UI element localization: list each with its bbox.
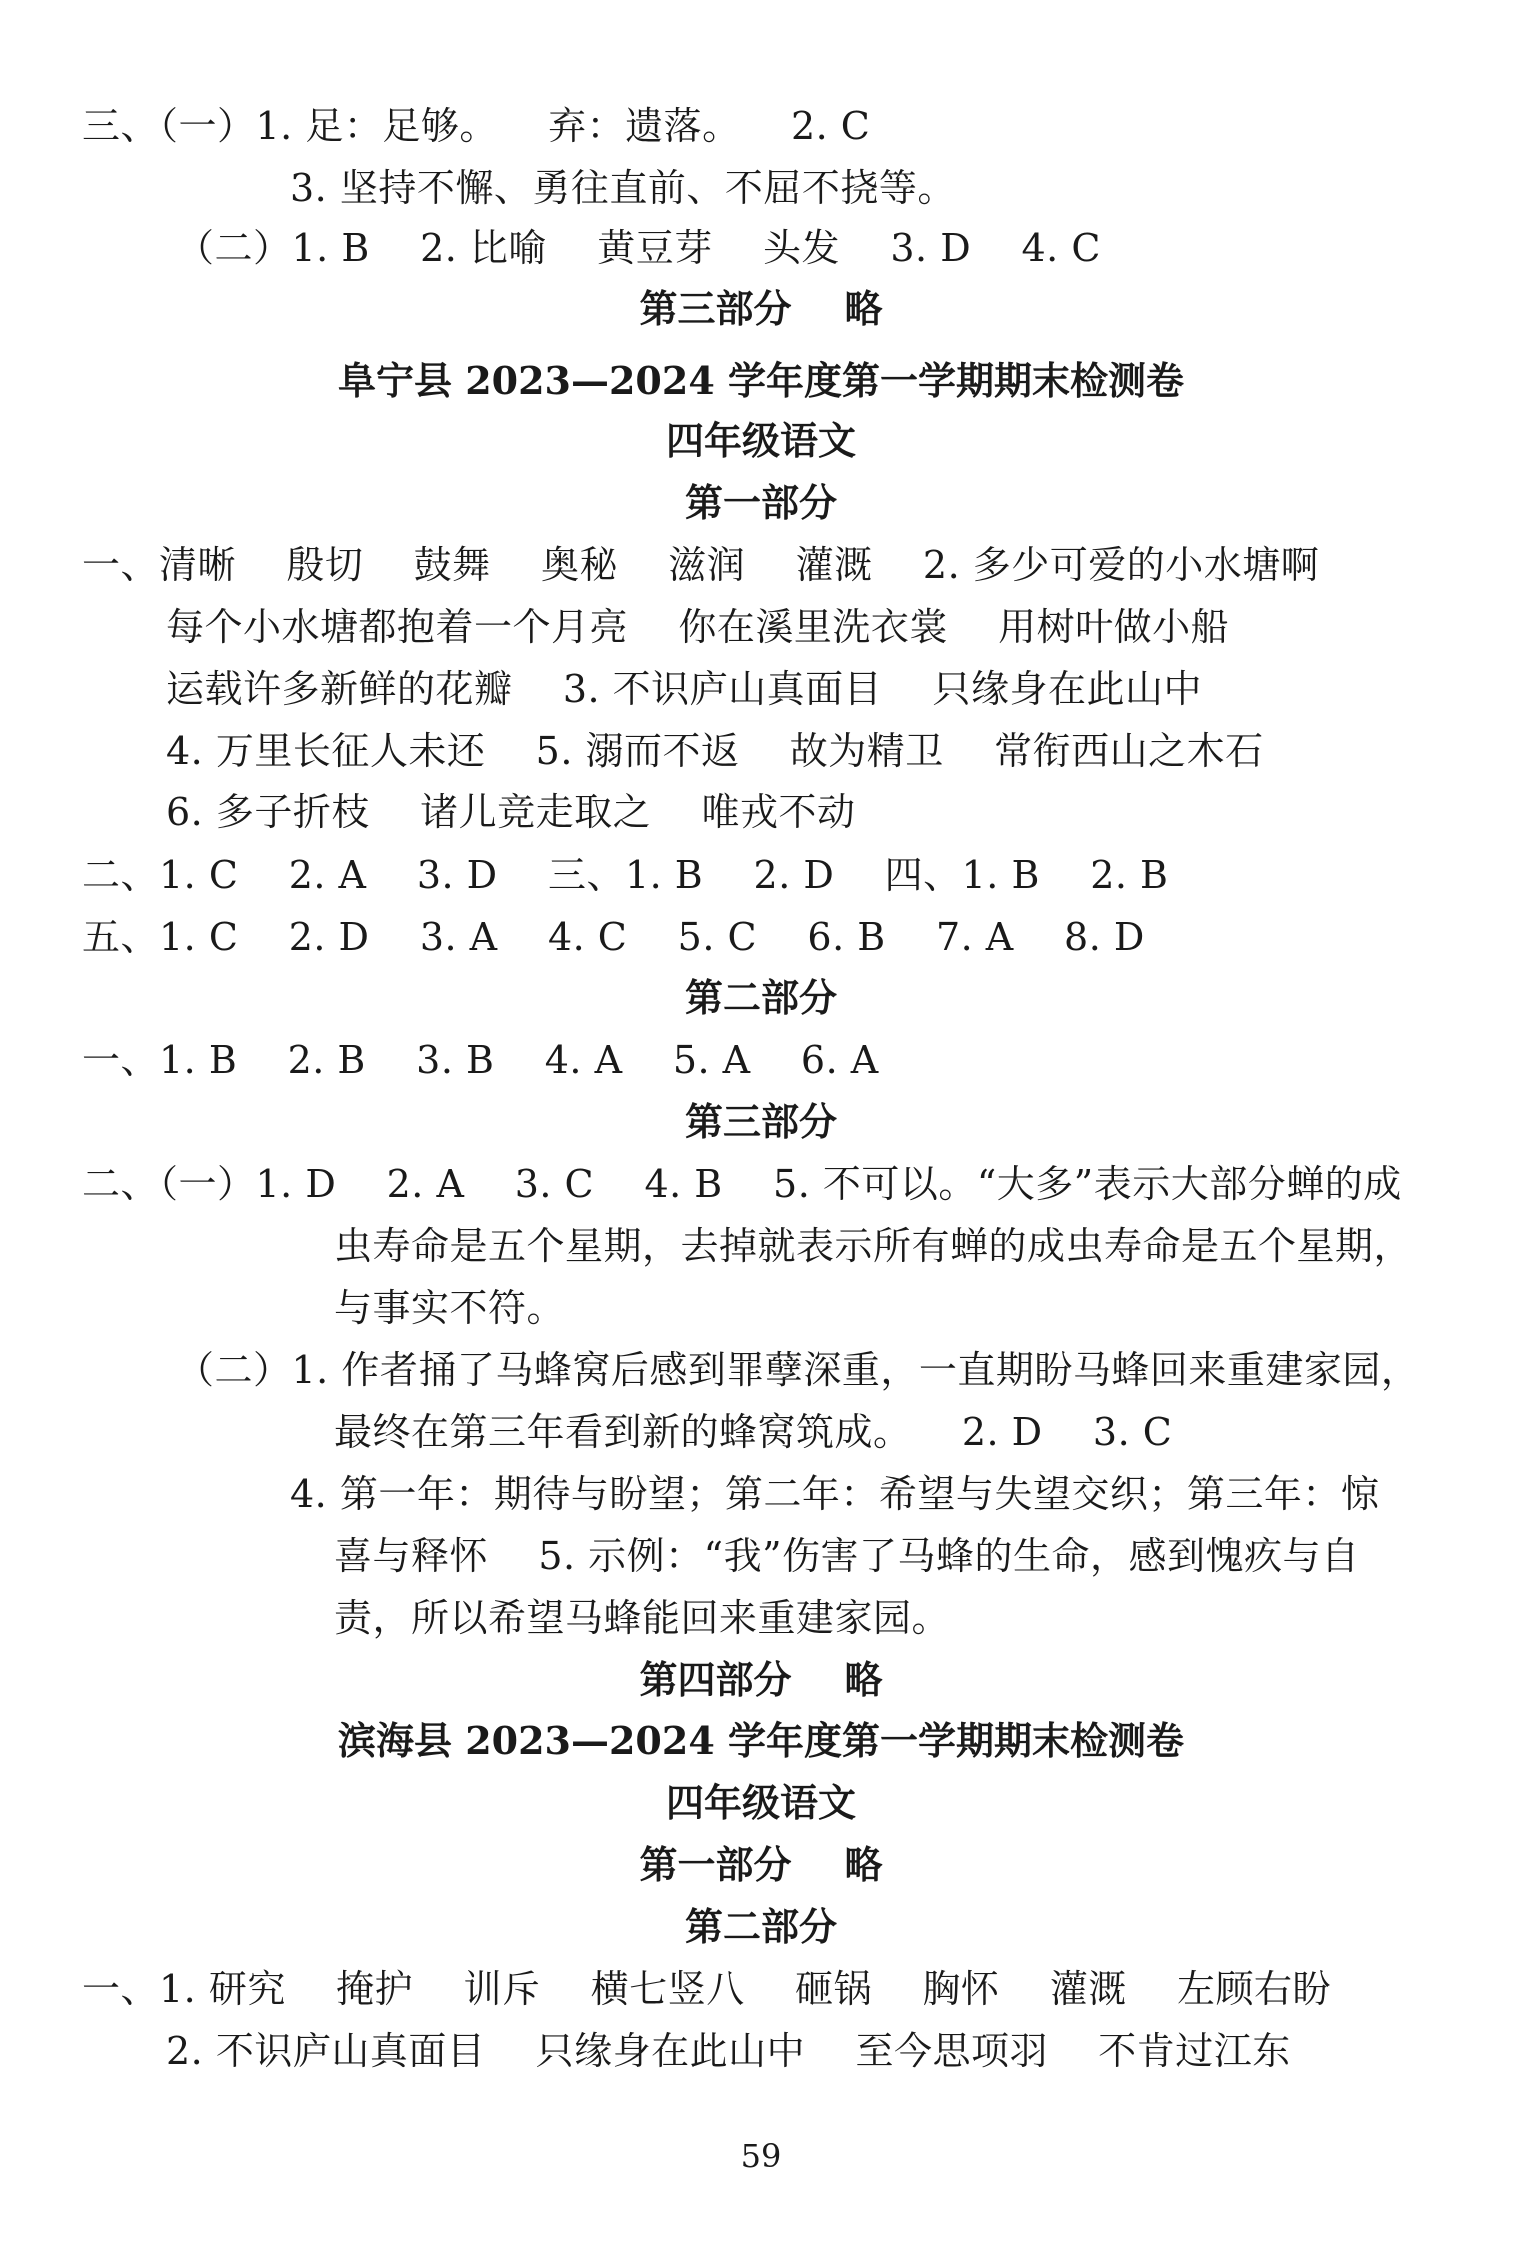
- section-heading: 第三部分 略: [639, 286, 883, 331]
- section-heading: 第一部分: [684, 480, 837, 525]
- answer-line: 每个小水塘都抱着一个月亮 你在溪里洗衣裳 用树叶做小船: [166, 605, 1230, 649]
- answer-line: 责，所以希望马蜂能回来重建家园。: [334, 1596, 951, 1640]
- section-heading: 第三部分: [684, 1099, 837, 1144]
- section-heading: 第一部分 略: [639, 1842, 883, 1887]
- section-heading: 第二部分: [684, 975, 837, 1020]
- page-number: 59: [740, 2137, 782, 2175]
- answer-line: 6. 多子折枝 诸儿竞走取之 唯戎不动: [166, 790, 856, 834]
- answer-line: （二）1. 作者捅了马蜂窝后感到罪孽深重，一直期盼马蜂回来重建家园，: [176, 1348, 1420, 1392]
- answer-line: 虫寿命是五个星期，去掉就表示所有蝉的成虫寿命是五个星期，: [334, 1224, 1413, 1268]
- answer-line: 一、清晰 殷切 鼓舞 奥秘 滋润 灌溉 2. 多少可爱的小水塘啊: [82, 543, 1320, 587]
- answer-line: 最终在第三年看到新的蜂窝筑成。 2. D 3. C: [334, 1410, 1173, 1454]
- answer-line: 二、（一）1. D 2. A 3. C 4. B 5. 不可以。“大多”表示大部分蝉的成: [82, 1162, 1402, 1206]
- answer-line: 3. 坚持不懈、勇往直前、不屈不挠等。: [290, 166, 956, 210]
- section-heading: 第二部分: [684, 1904, 837, 1949]
- grade-subject-heading: 四年级语文: [665, 418, 856, 463]
- exam-title: 阜宁县 2023—2024 学年度第一学期期末检测卷: [338, 358, 1184, 403]
- answer-line: 与事实不符。: [334, 1286, 566, 1330]
- answer-line: 运载许多新鲜的花瓣 3. 不识庐山真面目 只缘身在此山中: [166, 667, 1202, 711]
- section-heading: 第四部分 略: [639, 1657, 883, 1702]
- answer-line: 一、1. 研究 掩护 训斥 横七竖八 砸锅 胸怀 灌溉 左顾右盼: [82, 1967, 1332, 2011]
- exam-title: 滨海县 2023—2024 学年度第一学期期末检测卷: [338, 1718, 1184, 1763]
- answer-line: 三、（一）1. 足：足够。 弃：遗落。 2. C: [82, 104, 871, 148]
- answer-line: 喜与释怀 5. 示例：“我”伤害了马蜂的生命，感到愧疚与自: [334, 1534, 1360, 1578]
- answer-line: 2. 不识庐山真面目 只缘身在此山中 至今思项羽 不肯过江东: [166, 2029, 1291, 2073]
- answer-line: 4. 万里长征人未还 5. 溺而不返 故为精卫 常衔西山之木石: [166, 729, 1264, 773]
- answer-line: 二、1. C 2. A 3. D 三、1. B 2. D 四、1. B 2. B: [82, 853, 1169, 897]
- answer-line: 4. 第一年：期待与盼望；第二年：希望与失望交织；第三年：惊: [290, 1472, 1380, 1516]
- answer-line: （二）1. B 2. 比喻 黄豆芽 头发 3. D 4. C: [176, 226, 1101, 270]
- answer-line: 五、1. C 2. D 3. A 4. C 5. C 6. B 7. A 8. D: [82, 915, 1145, 959]
- answer-line: 一、1. B 2. B 3. B 4. A 5. A 6. A: [82, 1038, 879, 1082]
- grade-subject-heading: 四年级语文: [665, 1780, 856, 1825]
